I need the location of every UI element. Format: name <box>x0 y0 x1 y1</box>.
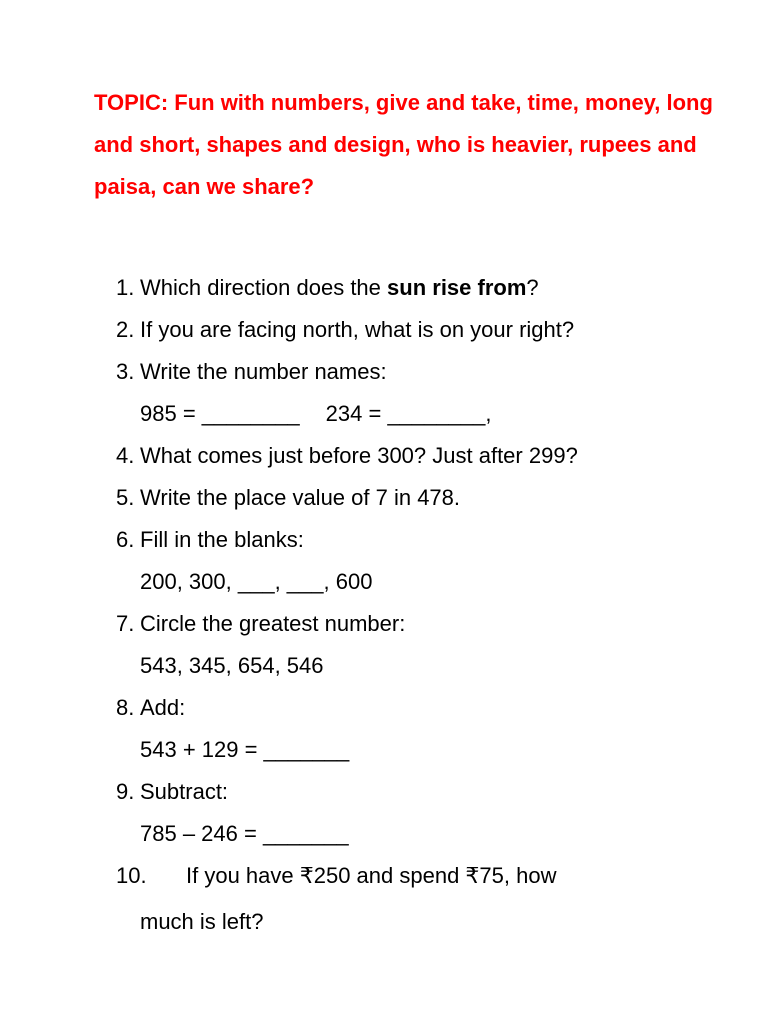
question-9 <box>0 771 768 813</box>
question-5 <box>0 477 768 519</box>
question-text: Subtract: <box>140 779 229 804</box>
question-text: If you are facing north, what is on your right? <box>140 317 575 342</box>
question-8 <box>0 687 768 729</box>
question-6 <box>0 519 768 561</box>
question-text: Write the place value of 7 in 478. <box>140 485 461 510</box>
question-number: 7. <box>116 611 135 636</box>
question-text: Circle the greatest number: <box>140 611 406 636</box>
question-number: 4. <box>116 443 135 468</box>
question-text-bold: sun rise from <box>387 275 527 300</box>
question-10 <box>0 855 768 901</box>
topic-heading: TOPIC: Fun with numbers, give and take, time, money, long and short, shapes and design, who is heavier, rupees and paisa, can we share? <box>94 90 713 199</box>
question-number: 6. <box>116 527 135 552</box>
question-8-expression <box>0 729 768 771</box>
question-text: Fill in the blanks: <box>140 527 304 552</box>
question-3-blanks <box>0 393 768 435</box>
question-6-sequence <box>0 561 768 603</box>
question-3 <box>0 351 768 393</box>
question-text: Add: <box>140 695 186 720</box>
question-text: Write the number names: <box>140 359 387 384</box>
question-number: 5. <box>116 485 135 510</box>
blank-985: 985 = ________ <box>140 401 300 426</box>
question-text-end: ? <box>526 275 539 300</box>
question-number: 9. <box>116 779 135 804</box>
question-text: What comes just before 300? Just after 299? <box>140 443 578 468</box>
blank-234: 234 = ________, <box>325 401 492 426</box>
number-options: 543, 345, 654, 546 <box>140 653 324 678</box>
question-text <box>140 267 539 309</box>
question-number: 10. <box>116 863 147 888</box>
question-number: 2. <box>116 317 135 342</box>
question-number: 8. <box>116 695 135 720</box>
question-text-continued: much is left? <box>140 909 264 934</box>
question-7-numbers <box>0 645 768 687</box>
question-text-start: Which direction does the <box>140 275 388 300</box>
question-number: 3. <box>116 359 135 384</box>
question-10-continuation <box>0 901 768 943</box>
subtraction-expression: 785 – 246 = _______ <box>140 821 349 846</box>
question-text: If you have ₹250 and spend ₹75, how <box>186 863 557 888</box>
blanks-line <box>140 393 491 435</box>
number-sequence: 200, 300, ___, ___, 600 <box>140 569 373 594</box>
question-4 <box>0 435 768 477</box>
question-7 <box>0 603 768 645</box>
question-2 <box>0 309 768 351</box>
addition-expression: 543 + 129 = _______ <box>140 737 350 762</box>
question-1 <box>0 267 768 309</box>
question-number: 1. <box>116 275 135 300</box>
question-list <box>0 267 768 943</box>
question-9-expression <box>0 813 768 855</box>
